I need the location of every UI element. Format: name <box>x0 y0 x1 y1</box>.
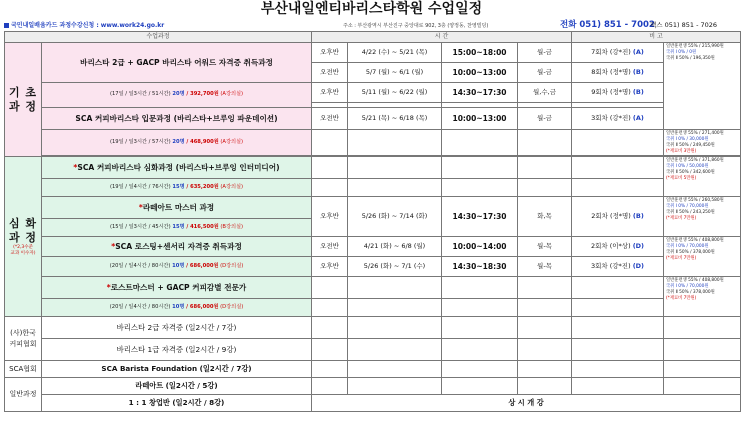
dates: 4/21 (화) ~ 6/8 (월) <box>348 237 442 257</box>
time: 10:00~13:00 <box>442 108 518 130</box>
category-korea <box>5 317 42 361</box>
session: 2회차 (정*명) (B) <box>572 197 664 237</box>
category-deep-label: 심 화 과 정 <box>8 216 38 244</box>
shift: 오후반 <box>312 257 348 277</box>
fee-line: 일반훈련생 55% / 215,990원 <box>666 44 724 49</box>
general-course: 라떼아트 (일2시간 / 5강) <box>42 378 312 395</box>
fee-line: 일반훈련생 55% / 260,580원 <box>666 198 724 203</box>
time: 14:30~17:30 <box>442 83 518 103</box>
fee-line: 국취 Ⅱ 50% / 249,450원 <box>666 143 715 148</box>
fee-cell <box>664 130 741 156</box>
course-name: *SCA 커피바리스타 심화과정 (바리스타+브루잉 인터미디어) <box>42 157 312 179</box>
course-detail: (17일 / 일3시간 / 51시간) 20명 / 392,700원 (A강의실) <box>42 83 312 108</box>
session: 3회차 (강*진) (A) <box>572 108 664 130</box>
fee-line: (*재료비 5만원) <box>666 176 697 181</box>
page-title: 부산내일엔티바리스타학원 수업일정 <box>260 1 483 17</box>
fee-cell <box>664 43 741 130</box>
fee-line: 국취 Ⅱ 50% / 196,350원 <box>666 56 715 61</box>
shift: 오후반 <box>312 197 348 237</box>
general-course: 1 : 1 창업반 (일2시간 / 8강) <box>42 395 312 412</box>
session: 3회차 (강*진) (D) <box>572 257 664 277</box>
dates: 5/26 (화) ~ 7/1 (수) <box>348 257 442 277</box>
days: 화,목 <box>518 197 572 237</box>
time: 10:00~14:00 <box>442 237 518 257</box>
fee-line: 국취 Ⅱ 50% / 378,000원 <box>666 290 715 295</box>
course-name: *SCA 로스팅+센서리 자격증 취득과정 <box>42 237 312 257</box>
course-detail: (20일 / 일4시간 / 80시간) 10명 / 686,000원 (D강의실) <box>42 299 312 317</box>
license-course: 바리스타 1급 자격증 (일2시간 / 9강) <box>42 339 312 361</box>
card-note: 국민내일배움카드 과정수강신청 : www.work24.go.kr <box>4 20 164 29</box>
fee-line: 국취 Ⅰ 0% / 30,000원 <box>666 137 709 142</box>
fee-line: 일반훈련생 55% / 408,800원 <box>666 278 724 283</box>
sca-course: SCA Barista Foundation (일2시간 / 7강) <box>42 361 312 378</box>
course-name: *로스트마스터 + GACP 커피감별 전문가 <box>42 277 312 299</box>
fee-line: 일반훈련생 55% / 371,860원 <box>666 158 724 163</box>
fee-cell <box>664 277 741 317</box>
course-name: 바리스타 2급 + GACP 바리스타 어워드 자격증 취득과정 <box>42 43 312 83</box>
fee-cell <box>664 157 741 197</box>
time: 14:30~17:30 <box>442 197 518 237</box>
dates: 5/11 (월) ~ 6/22 (월) <box>348 83 442 103</box>
category-deep <box>5 157 42 317</box>
days: 월-금 <box>518 43 572 63</box>
shift: 오전반 <box>312 63 348 83</box>
category-general: 일반과정 <box>5 378 42 412</box>
fee-line: 국취 Ⅰ 0% / 70,000원 <box>666 244 709 249</box>
fee-line: (*재료비 3만원) <box>666 149 697 154</box>
dates: 5/7 (월) ~ 6/1 (월) <box>348 63 442 83</box>
course-detail: (19일 / 일4시간 / 76시간) 15명 / 635,200원 (A강의실) <box>42 179 312 197</box>
days: 월-금 <box>518 108 572 130</box>
fee-line: 국취 Ⅰ 0% / 70,000원 <box>666 284 709 289</box>
time: 15:00~18:00 <box>442 43 518 63</box>
dates: 5/21 (목) ~ 6/18 (목) <box>348 108 442 130</box>
col-note-header: 비 고 <box>572 32 741 43</box>
bullet-square-icon <box>4 23 9 28</box>
category-korea-label: (사)한국 커피협회 <box>9 328 37 348</box>
fee-line: (*재료비 7만원) <box>666 296 697 301</box>
days: 월-목 <box>518 257 572 277</box>
category-sca: SCA협회 <box>5 361 42 378</box>
days: 월-금 <box>518 63 572 83</box>
fee-line: 국취 Ⅰ 0% / 70,000원 <box>666 204 709 209</box>
days: 월-목 <box>518 237 572 257</box>
category-basic-label: 기 초 과 정 <box>8 85 38 113</box>
course-name: SCA 커피바리스타 입문과정 (바리스타+브루잉 파운데이션) <box>42 108 312 130</box>
license-course: 바리스타 2급 자격증 (일2시간 / 7강) <box>42 317 312 339</box>
fee-line: (*재료비 7만원) <box>666 256 697 261</box>
days: 월,수,금 <box>518 83 572 103</box>
shift: 오후반 <box>312 43 348 63</box>
fee-line: 국취 Ⅰ 0% / 0원 <box>666 50 697 55</box>
fee-line: 국취 Ⅱ 50% / 342,600원 <box>666 170 715 175</box>
shift: 오후반 <box>312 83 348 103</box>
session: 7회차 (강*진) (A) <box>572 43 664 63</box>
dates: 5/26 (화) ~ 7/14 (화) <box>348 197 442 237</box>
schedule-table <box>4 31 741 412</box>
fee-line: 일반훈련생 55% / 408,800원 <box>666 238 724 243</box>
time: 14:30~18:30 <box>442 257 518 277</box>
dates: 4/22 (수) ~ 5/21 (목) <box>348 43 442 63</box>
time: 10:00~13:00 <box>442 63 518 83</box>
category-basic <box>5 43 42 157</box>
category-deep-sub: (*2,3수준 교과 이수자) <box>10 244 36 256</box>
shift: 오전반 <box>312 237 348 257</box>
col-course-header: 수업과정 <box>5 32 312 43</box>
session: 9회차 (정*명) (B) <box>572 83 664 103</box>
course-name: *라떼아트 마스터 과정 <box>42 197 312 219</box>
fee-line: (*재료비 7만원) <box>666 216 697 221</box>
course-detail: (20일 / 일4시간 / 80시간) 10명 / 686,000원 (D강의실) <box>42 257 312 277</box>
fee-line: 국취 Ⅱ 50% / 243,250원 <box>666 210 715 215</box>
fee-line: 국취 Ⅱ 50% / 378,000원 <box>666 250 715 255</box>
col-time-header: 시 간 <box>312 32 572 43</box>
course-detail: (15일 / 일3시간 / 45시간) 15명 / 416,500원 (B강의실) <box>42 219 312 237</box>
fax: 팩스 051) 851 - 7026 <box>650 21 718 29</box>
phone: 전화 051) 851 - 7002 <box>560 20 655 30</box>
session: 2회차 (이*상) (D) <box>572 237 664 257</box>
address: 주소 : 부산광역시 부산진구 중앙대로 902, 3층 (양정동, 찬영빌딩) <box>343 23 489 29</box>
session: 8회차 (정*명) (B) <box>572 63 664 83</box>
fee-line: 국취 Ⅰ 0% / 50,000원 <box>666 164 709 169</box>
shift: 오전반 <box>312 108 348 130</box>
fee-line: 일반훈련생 55% / 271,400원 <box>666 131 724 136</box>
fee-cell <box>664 237 741 277</box>
course-detail: (19일 / 일3시간 / 57시간) 20명 / 468,900원 (A강의실) <box>42 130 312 156</box>
always-open-note: 상 시 개 강 <box>312 395 741 412</box>
fee-cell <box>664 197 741 237</box>
